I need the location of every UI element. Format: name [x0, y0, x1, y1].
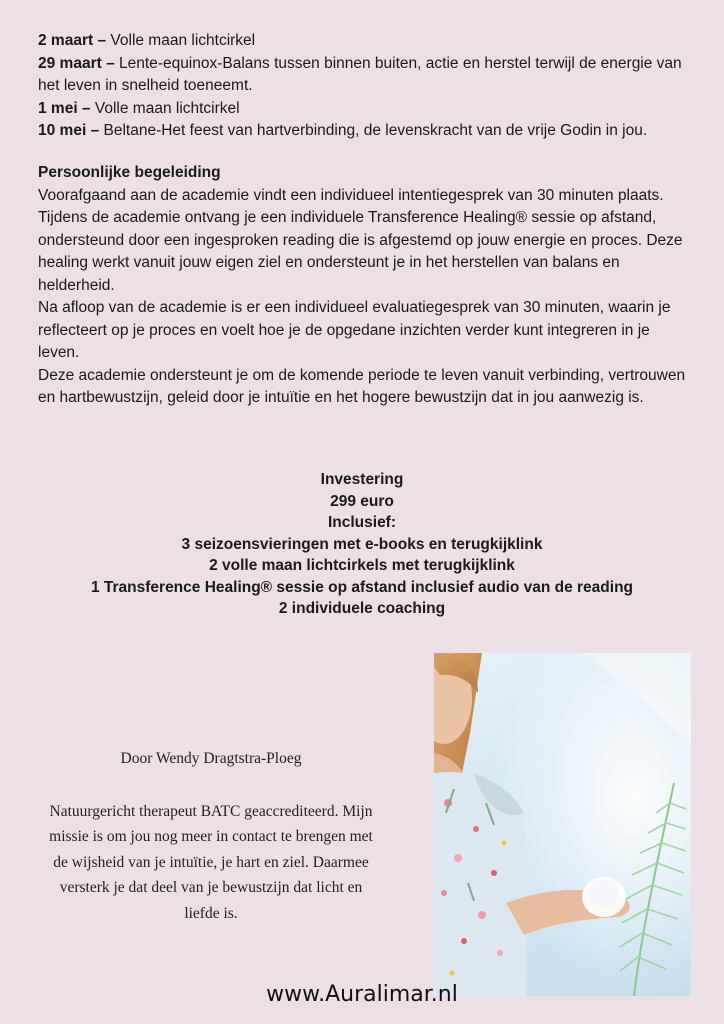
event-text: Volle maan lichtcirkel	[110, 32, 256, 49]
coaching-heading: Persoonlijke begeleiding	[38, 164, 221, 181]
event-item: 10 mei – Beltane-Het feest van hartverbinding, de levenskracht van de vrije Godin in jou.	[38, 122, 648, 139]
investment-title: Investering	[320, 471, 404, 488]
event-dates	[38, 30, 694, 143]
investment-price: 299 euro	[330, 492, 394, 510]
event-text: Volle maan lichtcirkel	[94, 99, 240, 117]
website-link[interactable]: www.Auralimar.nl	[266, 982, 458, 1007]
included-item: 2 volle maan lichtcirkels met terugkijklink	[209, 557, 515, 574]
bio-text: Natuurgericht therapeut BATC geaccrediteerd. Mijn missie is om jou nog meer in contact te brengen met de wijsheid van je intuïtie, je hart en ziel. Daarmee versterk je dat deel van je bewustzijn dat licht en liefde is.	[49, 802, 373, 922]
included-item: 1 Transference Healing® sessie op afstand inclusief audio van de reading	[90, 578, 634, 596]
event-text: Lente-equinox-Balans tussen binnen buiten, actie en herstel terwijl de energie van het leven in snelheid toeneemt.	[38, 54, 682, 94]
event-item: 2 maart – Volle maan lichtcirkel	[38, 32, 256, 49]
event-date: 1 mei	[38, 99, 78, 117]
coaching-paragraph: Tijdens de academie ontvang je een individuele Transference Healing® sessie op afstand, ondersteund door een ingesproken reading die is afgestemd op jouw energie en proces. Deze healing werkt vanuit jouw eigen ziel en ondersteunt je in het herstellen van balans en helderheid.	[38, 209, 683, 294]
event-date: 29 maart	[38, 54, 102, 72]
author-name: Door Wendy Dragtstra-Ploeg	[120, 750, 302, 767]
coaching-paragraph: Deze academie ondersteunt je om de komende periode te leven vanuit verbinding, vertrouwen en hartbewustzijn, geleid door je intuïtie en het hogere bewustzijn dat in jou aanwezig is.	[38, 366, 686, 406]
coaching-section	[38, 162, 694, 410]
coaching-paragraph: Na afloop van de academie is er een individueel evaluatiegesprek van 30 minuten, waarin je reflecteert op je proces en voelt hoe je de opgedane inzichten verder kunt integreren in je leven.	[38, 299, 671, 361]
author-bio	[46, 746, 376, 926]
event-date: 10 mei	[38, 122, 87, 139]
coaching-paragraph: Voorafgaand aan de academie vindt een individueel intentiegesprek van 30 minuten plaats.	[38, 186, 664, 204]
event-item: 1 mei – Volle maan lichtcirkel	[38, 99, 240, 117]
included-item: 2 individuele coaching	[278, 600, 446, 617]
included-item: 3 seizoensvieringen met e-books en terugkijklink	[181, 535, 543, 553]
author-photo	[434, 653, 691, 996]
event-item: 29 maart – Lente-equinox-Balans tussen binnen buiten, actie en herstel terwijl de energie van het leven in snelheid toeneemt.	[38, 54, 682, 94]
author-photo-illustration	[434, 653, 691, 996]
included-title: Inclusief:	[327, 514, 397, 531]
event-date: 2 maart	[38, 32, 94, 49]
event-text: Beltane-Het feest van hartverbinding, de levenskracht van de vrije Godin in jou.	[103, 122, 648, 139]
investment-section	[0, 469, 724, 620]
